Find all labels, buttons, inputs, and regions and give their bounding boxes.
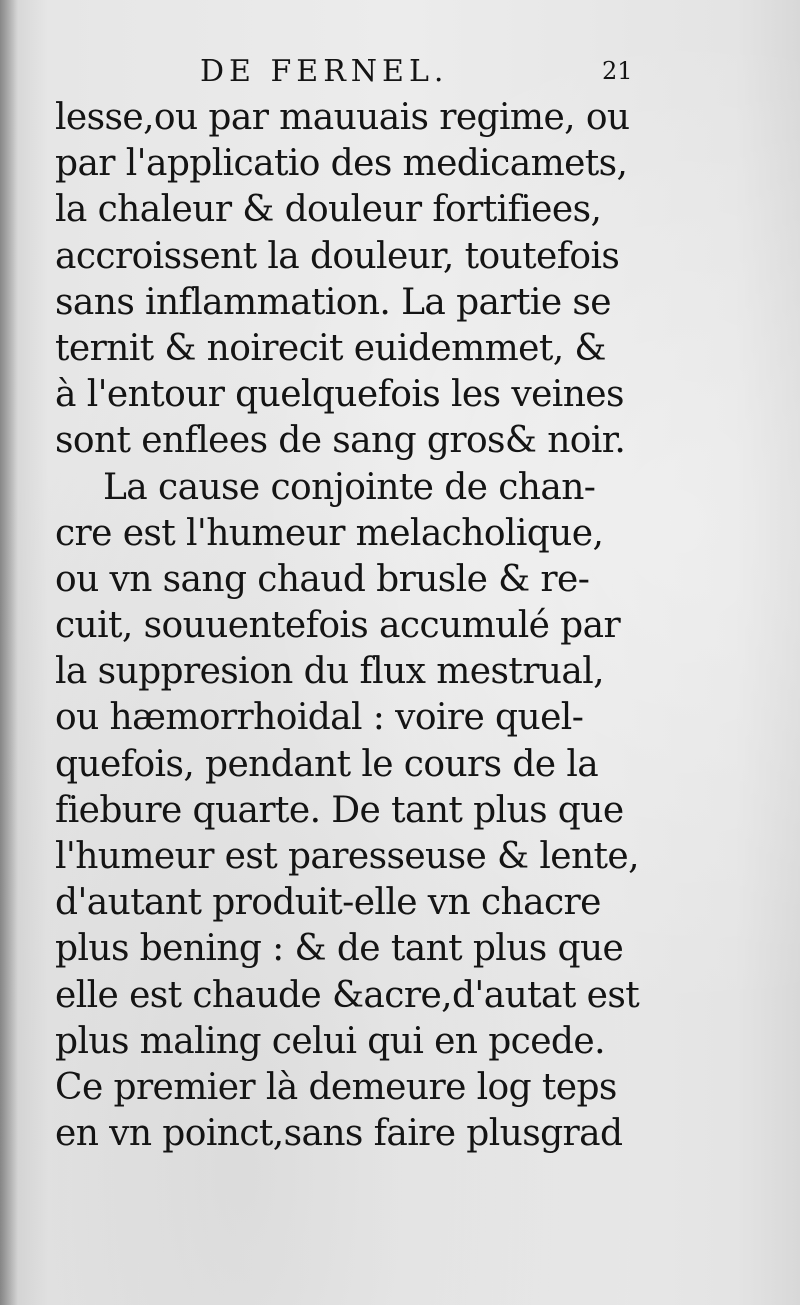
text-line: cre est l'humeur melacholique, — [55, 512, 604, 554]
text-line: sont enflees de sang gros& noir. — [55, 420, 626, 462]
page-number: 21 — [602, 57, 633, 85]
running-title: DE FERNEL. — [200, 54, 449, 89]
paragraph-first-line: La cause conjointe de chan- — [103, 466, 596, 508]
text-line: d'autant produit-elle vn chacre — [55, 882, 601, 924]
text-line: lesse,ou par mauuais regime, ou — [55, 97, 630, 138]
text-line: elle est chaude &acre,d'autat est — [55, 974, 640, 1016]
text-line: la chaleur & douleur fortifiees, — [55, 189, 602, 231]
text-line: l'humeur est paresseuse & lente, — [55, 836, 639, 877]
text-line: cuit, souuentefois accumulé par — [55, 605, 621, 647]
body-text — [55, 95, 655, 1157]
text-line: Ce premier là demeure log teps — [55, 1066, 617, 1108]
text-line: accroissent la douleur, toutefois — [55, 235, 620, 277]
text-line: la suppresion du flux mestrual, — [55, 651, 605, 693]
text-line: ou hæmorrhoidal : voire quel- — [55, 697, 584, 739]
text-line: plus maling celui qui en pcede. — [55, 1020, 605, 1062]
text-line: quefois, pendant le cours de la — [55, 743, 599, 785]
text-line: par l'applicatio des medicamets, — [55, 143, 628, 185]
text-line: fiebure quarte. De tant plus que — [55, 789, 624, 831]
text-line: en vn poinct,sans faire plusgrad — [55, 1113, 623, 1155]
text-line: à l'entour quelquefois les veines — [55, 374, 624, 416]
gutter-shadow — [0, 0, 18, 1305]
text-line: plus bening : & de tant plus que — [55, 928, 624, 970]
text-line: ou vn sang chaud brusle & re- — [55, 558, 590, 600]
text-line: ternit & noirecit euidemmet, & — [55, 327, 606, 369]
text-line: sans inflammation. La partie se — [55, 281, 611, 323]
